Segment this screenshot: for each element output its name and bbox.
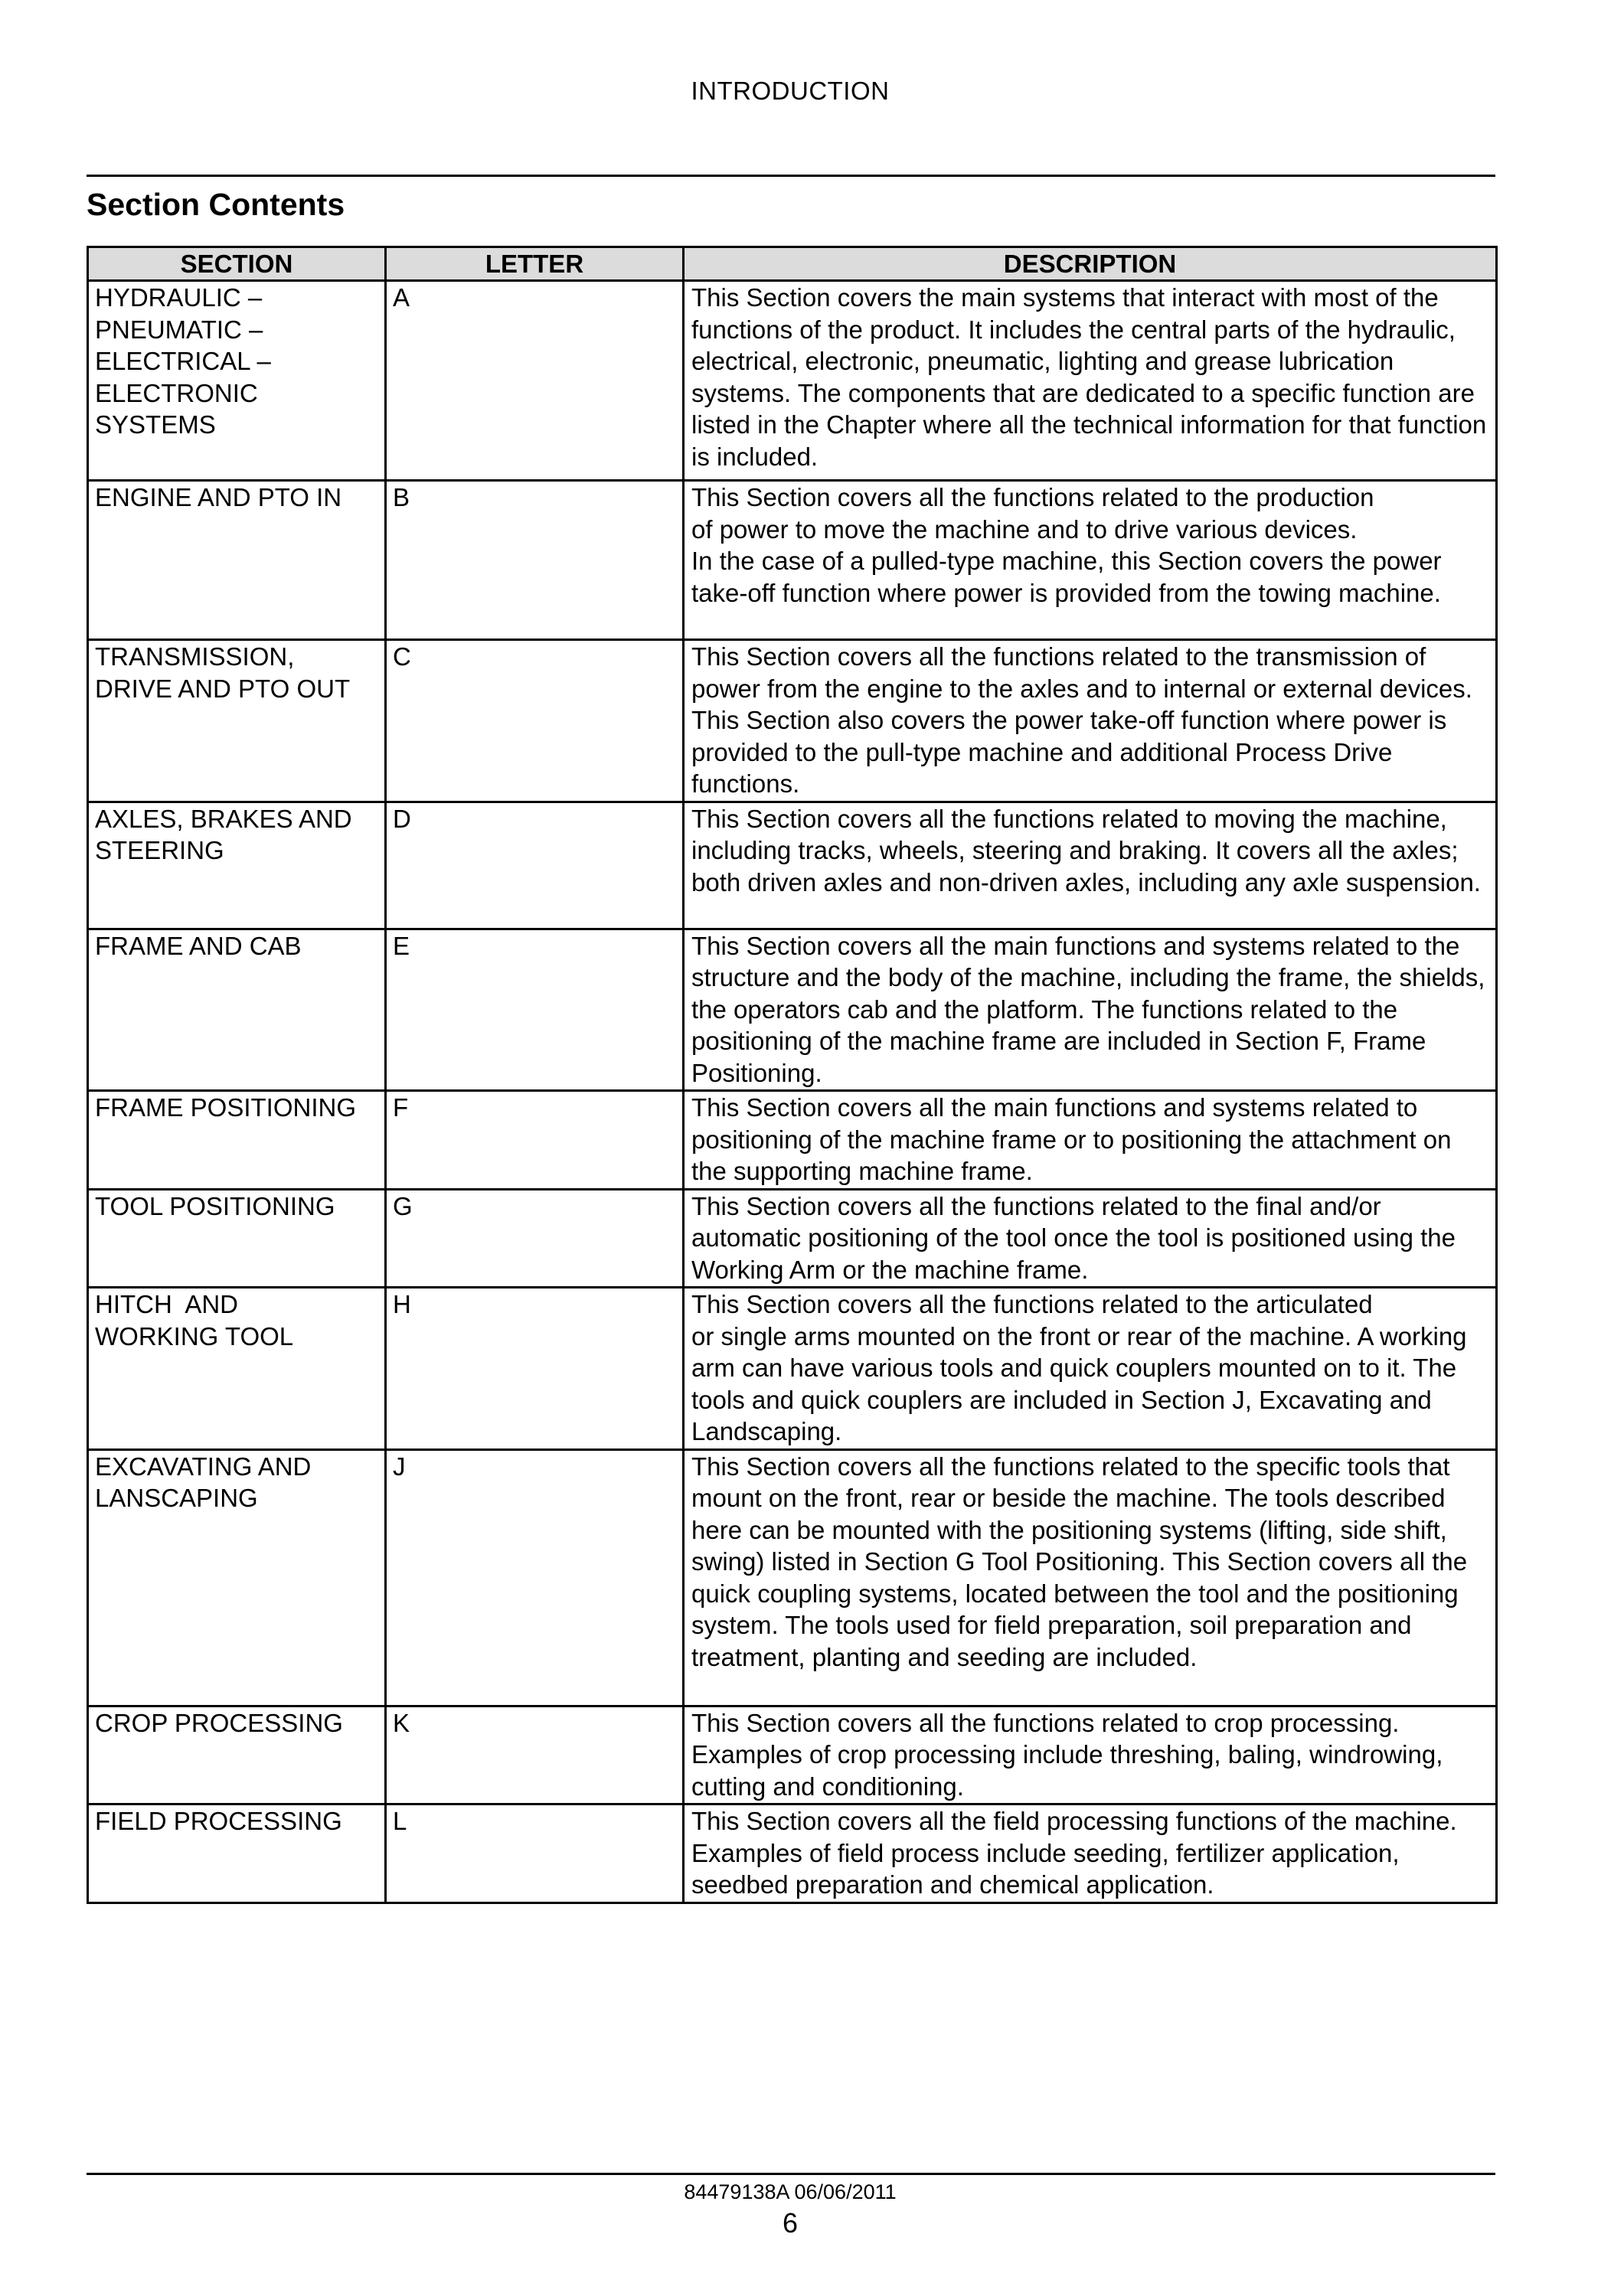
section-cell: EXCAVATING AND LANSCAPING bbox=[88, 1449, 386, 1706]
section-cell: TOOL POSITIONING bbox=[88, 1189, 386, 1288]
table-row bbox=[88, 1091, 1497, 1190]
description-cell: This Section covers all the functions related to crop processing. Examples of crop processing include threshing, baling, windrowing, cutting and conditioning. bbox=[684, 1706, 1497, 1804]
description-cell: This Section covers all the main functions and systems related to positioning of the machine frame or to positioning the attachment on the supporting machine frame. bbox=[684, 1091, 1497, 1190]
table-row bbox=[88, 281, 1497, 481]
letter-cell: C bbox=[386, 640, 684, 802]
table-row bbox=[88, 1189, 1497, 1288]
letter-cell: F bbox=[386, 1091, 684, 1190]
section-cell: TRANSMISSION, DRIVE AND PTO OUT bbox=[88, 640, 386, 802]
column-header-letter: LETTER bbox=[386, 247, 684, 281]
letter-cell: K bbox=[386, 1706, 684, 1804]
section-cell: ENGINE AND PTO IN bbox=[88, 481, 386, 640]
description-cell: This Section covers all the functions related to moving the machine, including tracks, wheels, steering and braking. It covers all the axles; both driven axles and non-driven axles, including any axle suspension. bbox=[684, 802, 1497, 929]
section-cell: HITCH AND WORKING TOOL bbox=[88, 1288, 386, 1450]
running-header: INTRODUCTION bbox=[691, 77, 890, 105]
table-row bbox=[88, 1804, 1497, 1903]
description-cell: This Section covers the main systems that interact with most of the functions of the product. It includes the central parts of the hydraulic, electrical, electronic, pneumatic, lighting and grease lubrication systems. The components that are dedicated to a specific function are listed in the Chapter where all the technical information for that function is included. bbox=[684, 281, 1497, 481]
letter-cell: H bbox=[386, 1288, 684, 1450]
table-row bbox=[88, 481, 1497, 640]
description-cell: This Section covers all the functions related to the articulated or single arms mounted on the front or rear of the machine. A working arm can have various tools and quick couplers mounted on to it. The tools and quick couplers are included in Section J, Excavating and Landscaping. bbox=[684, 1288, 1497, 1450]
section-cell: HYDRAULIC – PNEUMATIC – ELECTRICAL – ELECTRONIC SYSTEMS bbox=[88, 281, 386, 481]
section-cell: AXLES, BRAKES AND STEERING bbox=[88, 802, 386, 929]
description-cell: This Section covers all the field processing functions of the machine. Examples of field process include seeding, fertilizer application, seedbed preparation and chemical application. bbox=[684, 1804, 1497, 1903]
description-cell: This Section covers all the main functions and systems related to the structure and the body of the machine, including the frame, the shields, the operators cab and the platform. The functions related to the positioning of the machine frame are included in Section F, Frame Positioning. bbox=[684, 929, 1497, 1091]
letter-cell: B bbox=[386, 481, 684, 640]
description-cell: This Section covers all the functions related to the production of power to move the machine and to drive various devices. In the case of a pulled-type machine, this Section covers the power take-off function where power is provided from the towing machine. bbox=[684, 481, 1497, 640]
section-title: Section Contents bbox=[87, 187, 345, 222]
table-row bbox=[88, 1706, 1497, 1804]
table-row bbox=[88, 640, 1497, 802]
page-number: 6 bbox=[782, 2207, 799, 2239]
section-contents-table bbox=[87, 246, 1498, 1904]
table-row bbox=[88, 929, 1497, 1091]
section-cell: FRAME POSITIONING bbox=[88, 1091, 386, 1190]
table-header-row bbox=[88, 247, 1497, 281]
letter-cell: J bbox=[386, 1449, 684, 1706]
header-rule bbox=[87, 175, 1495, 177]
section-cell: FRAME AND CAB bbox=[88, 929, 386, 1091]
description-cell: This Section covers all the functions related to the transmission of power from the engine to the axles and to internal or external devices. This Section also covers the power take-off function where power is provided to the pull-type machine and additional Process Drive functions. bbox=[684, 640, 1497, 802]
section-cell: FIELD PROCESSING bbox=[88, 1804, 386, 1903]
table-body bbox=[88, 281, 1497, 1903]
table-row bbox=[88, 1288, 1497, 1450]
table-header bbox=[88, 247, 1497, 281]
description-cell: This Section covers all the functions related to the specific tools that mount on the front, rear or beside the machine. The tools described here can be mounted with the positioning systems (lifting, side shift, swing) listed in Section G Tool Positioning. This Section covers all the quick coupling systems, located between the tool and the positioning system. The tools used for field preparation, soil preparation and treatment, planting and seeding are included. bbox=[684, 1449, 1497, 1706]
letter-cell: E bbox=[386, 929, 684, 1091]
table-row bbox=[88, 1449, 1497, 1706]
letter-cell: D bbox=[386, 802, 684, 929]
table-row bbox=[88, 802, 1497, 929]
footer-rule bbox=[87, 2173, 1495, 2175]
column-header-section: SECTION bbox=[88, 247, 386, 281]
letter-cell: A bbox=[386, 281, 684, 481]
letter-cell: G bbox=[386, 1189, 684, 1288]
document-reference: 84479138A 06/06/2011 bbox=[684, 2180, 897, 2203]
column-header-description: DESCRIPTION bbox=[684, 247, 1497, 281]
letter-cell: L bbox=[386, 1804, 684, 1903]
section-cell: CROP PROCESSING bbox=[88, 1706, 386, 1804]
description-cell: This Section covers all the functions related to the final and/or automatic positioning of the tool once the tool is positioned using the Working Arm or the machine frame. bbox=[684, 1189, 1497, 1288]
